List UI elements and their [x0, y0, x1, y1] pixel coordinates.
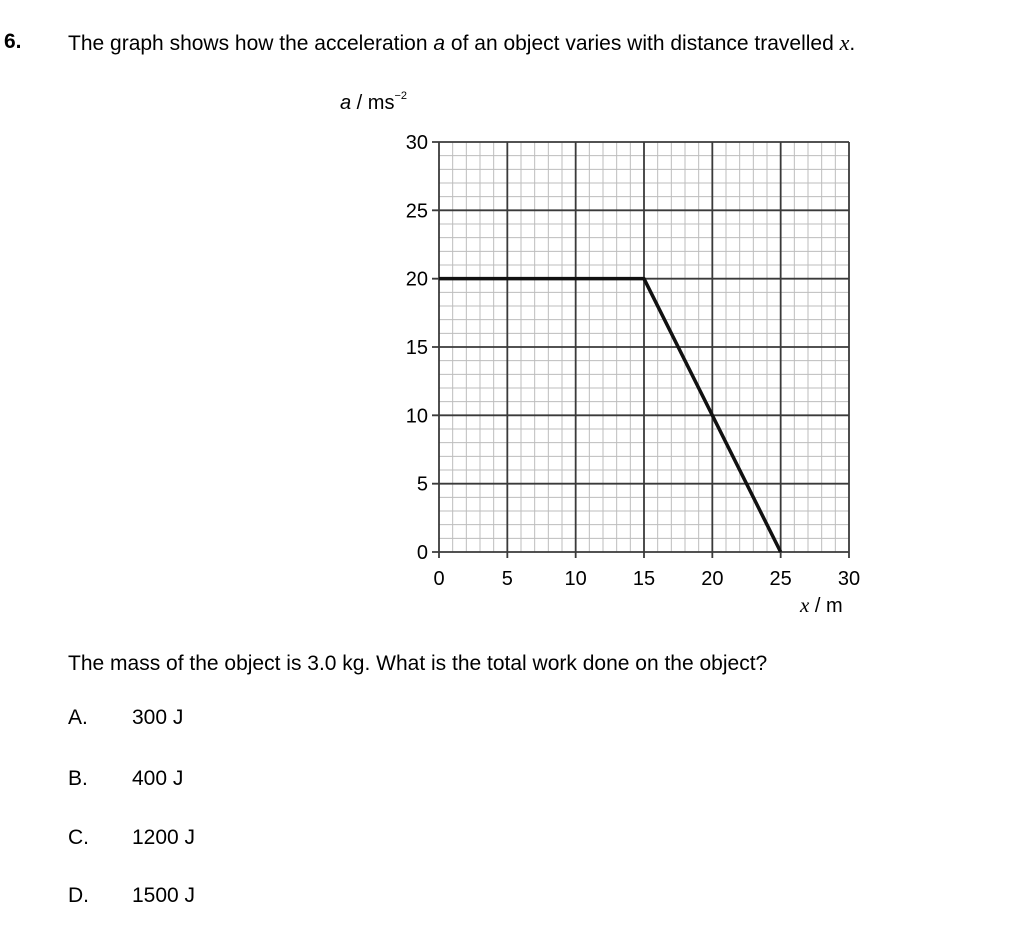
option-c-text[interactable]: 1200 J — [132, 826, 196, 849]
question-number: 6. — [4, 30, 22, 53]
x-tick-label: 0 — [433, 568, 445, 590]
x-tick-label: 10 — [564, 568, 587, 590]
variable-a: a — [433, 32, 446, 55]
option-b-text[interactable]: 400 J — [132, 767, 184, 790]
x-tick-label: 30 — [837, 568, 861, 590]
x-axis-label — [800, 593, 843, 618]
y-tick-label: 0 — [416, 542, 428, 564]
y-tick-label: 25 — [405, 200, 428, 223]
x-axis-unit: / m — [809, 595, 843, 617]
question-text-part-3: . — [849, 32, 856, 55]
y-axis-variable: a — [340, 92, 352, 114]
option-a-text[interactable]: 300 J — [132, 706, 184, 729]
x-tick-label: 5 — [501, 568, 513, 590]
y-axis-unit-exponent: −2 — [394, 90, 408, 103]
option-d-text[interactable]: 1500 J — [132, 884, 196, 907]
question-stem: The mass of the object is 3.0 kg. What is the total work done on the object? — [68, 652, 768, 675]
y-tick-label: 30 — [405, 132, 428, 154]
option-a-letter: A. — [68, 706, 88, 729]
x-tick-label: 15 — [632, 568, 656, 590]
x-axis-variable: x — [800, 593, 810, 617]
y-tick-label: 10 — [405, 405, 428, 428]
x-tick-label: 25 — [769, 568, 792, 590]
variable-x: x — [839, 30, 850, 55]
question-text-part-1: The graph shows how the acceleration — [68, 32, 434, 55]
y-tick-label: 15 — [405, 337, 428, 359]
y-tick-label: 5 — [416, 473, 428, 496]
y-tick-label: 20 — [405, 268, 428, 291]
x-tick-label: 20 — [701, 568, 724, 590]
y-axis-unit: / ms — [351, 92, 395, 114]
option-b-letter: B. — [68, 767, 88, 790]
option-d-letter: D. — [68, 884, 89, 907]
question-text-part-2: of an object varies with distance travelled — [445, 32, 840, 55]
option-c-letter: C. — [68, 826, 89, 849]
